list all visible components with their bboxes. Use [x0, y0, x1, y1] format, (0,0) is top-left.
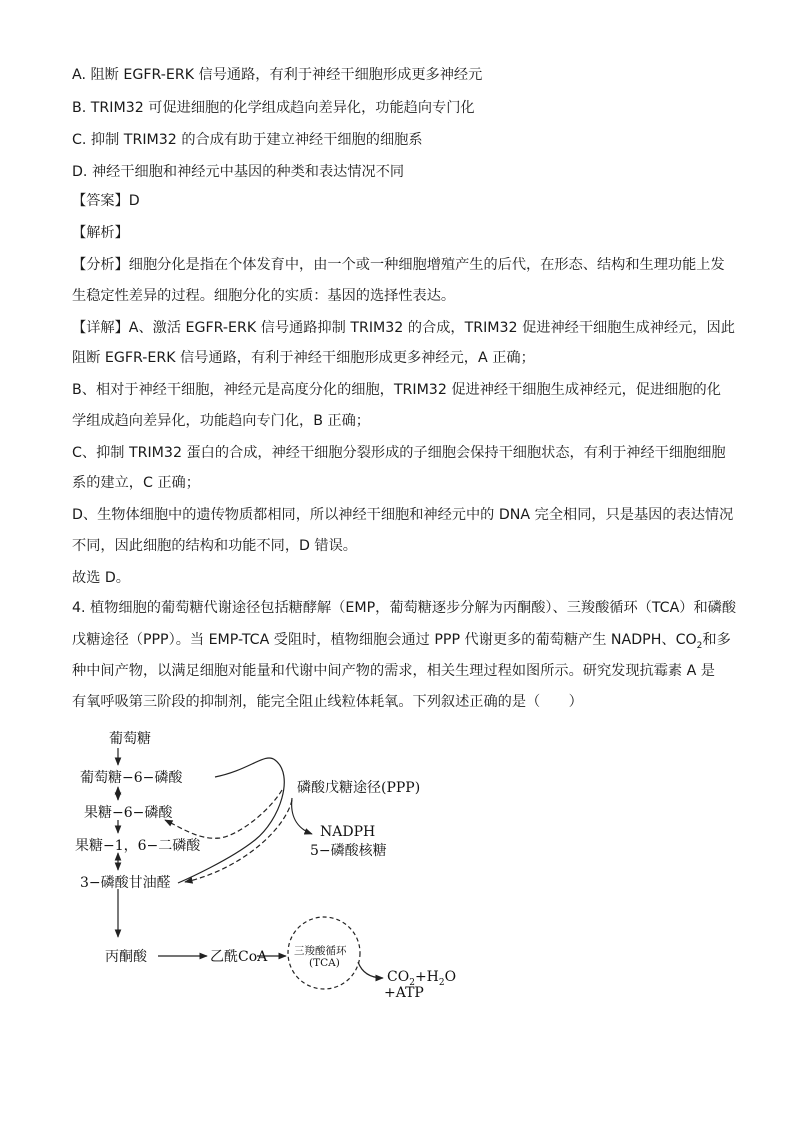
diagram-g3p: 3−磷酸甘油醛 — [80, 875, 171, 891]
option-c: C. 抑制 TRIM32 的合成有助于建立神经干细胞的细胞系 — [72, 132, 423, 148]
option-b: B. TRIM32 可促进细胞的化学组成趋向差异化，功能趋向专门化 — [72, 100, 475, 116]
subscript: 2 — [696, 640, 703, 651]
diagram-f6p: 果糖−6−磷酸 — [84, 805, 173, 821]
o-text: O — [444, 969, 457, 985]
explanation-line: 生稳定性差异的过程。细胞分化的实质：基因的选择性表达。 — [72, 288, 456, 304]
co2-text: CO — [387, 969, 410, 985]
diagram-nadph: NADPH — [320, 824, 376, 840]
diagram-tca-name: 三羧酸循环 — [294, 945, 347, 957]
question4-text: 戊糖途径（PPP）。当 EMP-TCA 受阻时，植物细胞会通过 PPP 代谢更多的葡萄糖产生 NADPH、CO — [72, 632, 697, 648]
diagram-atp: +ATP — [384, 985, 424, 1001]
explanation-line: 【分析】细胞分化是指在个体发育中，由一个或一种细胞增殖产生的后代，在形态、结构和生理功能上发 — [72, 257, 725, 273]
option-d: D. 神经干细胞和神经元中基因的种类和表达情况不同 — [72, 164, 405, 180]
explanation-line: 系的建立，C 正确； — [72, 475, 200, 491]
question4-line: 种中间产物，以满足细胞对能量和代谢中间产物的需求，相关生理过程如图所示。研究发现抗霉素 A 是 — [72, 663, 715, 679]
diagram-glucose: 葡萄糖 — [109, 731, 151, 747]
explanation-line: D、生物体细胞中的遗传物质都相同，所以神经干细胞和神经元中的 DNA 完全相同，只是基因的表达情况 — [72, 507, 734, 523]
explanation-line: B、相对于神经干细胞，神经元是高度分化的细胞，TRIM32 促进神经干细胞生成神经元，促进细胞的化 — [72, 382, 721, 398]
analysis-label: 【解析】 — [72, 225, 129, 241]
diagram-f16bp: 果糖−1，6−二磷酸 — [75, 838, 201, 854]
explanation-line: 【详解】A、激活 EGFR-ERK 信号通路抑制 TRIM32 的合成，TRIM32 促进神经干细胞生成神经元，因此 — [72, 320, 735, 336]
h-text: +H — [414, 969, 439, 985]
diagram-ribose: 5−磷酸核糖 — [310, 843, 387, 859]
diagram-tca-abbr: (TCA) — [309, 957, 340, 969]
answer-label: 【答案】D — [72, 193, 140, 209]
explanation-line: 故选 D。 — [72, 570, 130, 586]
subscript: 2 — [409, 977, 415, 988]
question4-line: 有氧呼吸第三阶段的抑制剂，能完全阻止线粒体耗氧。下列叙述正确的是（ ） — [72, 694, 583, 710]
diagram-g6p: 葡萄糖−6−磷酸 — [80, 770, 183, 786]
diagram-pyruvate: 丙酮酸 — [105, 949, 147, 965]
arrow-ppp-nadph — [292, 798, 312, 834]
diagram-acetylcoa: 乙酰CoA — [210, 949, 268, 965]
subscript: 2 — [438, 977, 445, 988]
diagram-ppp: 磷酸戊糖途径(PPP) — [297, 780, 421, 796]
option-a: A. 阻断 EGFR-ERK 信号通路，有利于神经干细胞形成更多神经元 — [72, 67, 483, 83]
arrow-tca-output — [358, 962, 383, 978]
explanation-line: 阻断 EGFR-ERK 信号通路，有利于神经干细胞形成更多神经元，A 正确； — [72, 350, 535, 366]
explanation-line: 学组成趋向差异化，功能趋向专门化，B 正确； — [72, 413, 370, 429]
question4-line: 4. 植物细胞的葡萄糖代谢途径包括糖酵解（EMP，葡萄糖逐步分解为丙酮酸）、三羧酸循环（TCA）和磷酸 — [72, 600, 737, 616]
explanation-line: C、抑制 TRIM32 蛋白的合成，神经干细胞分裂形成的子细胞会保持干细胞状态，有利于神经干细胞细胞 — [72, 445, 726, 461]
explanation-line: 不同，因此细胞的结构和功能不同，D 错误。 — [72, 538, 357, 554]
question4-text: 和多 — [702, 632, 731, 648]
